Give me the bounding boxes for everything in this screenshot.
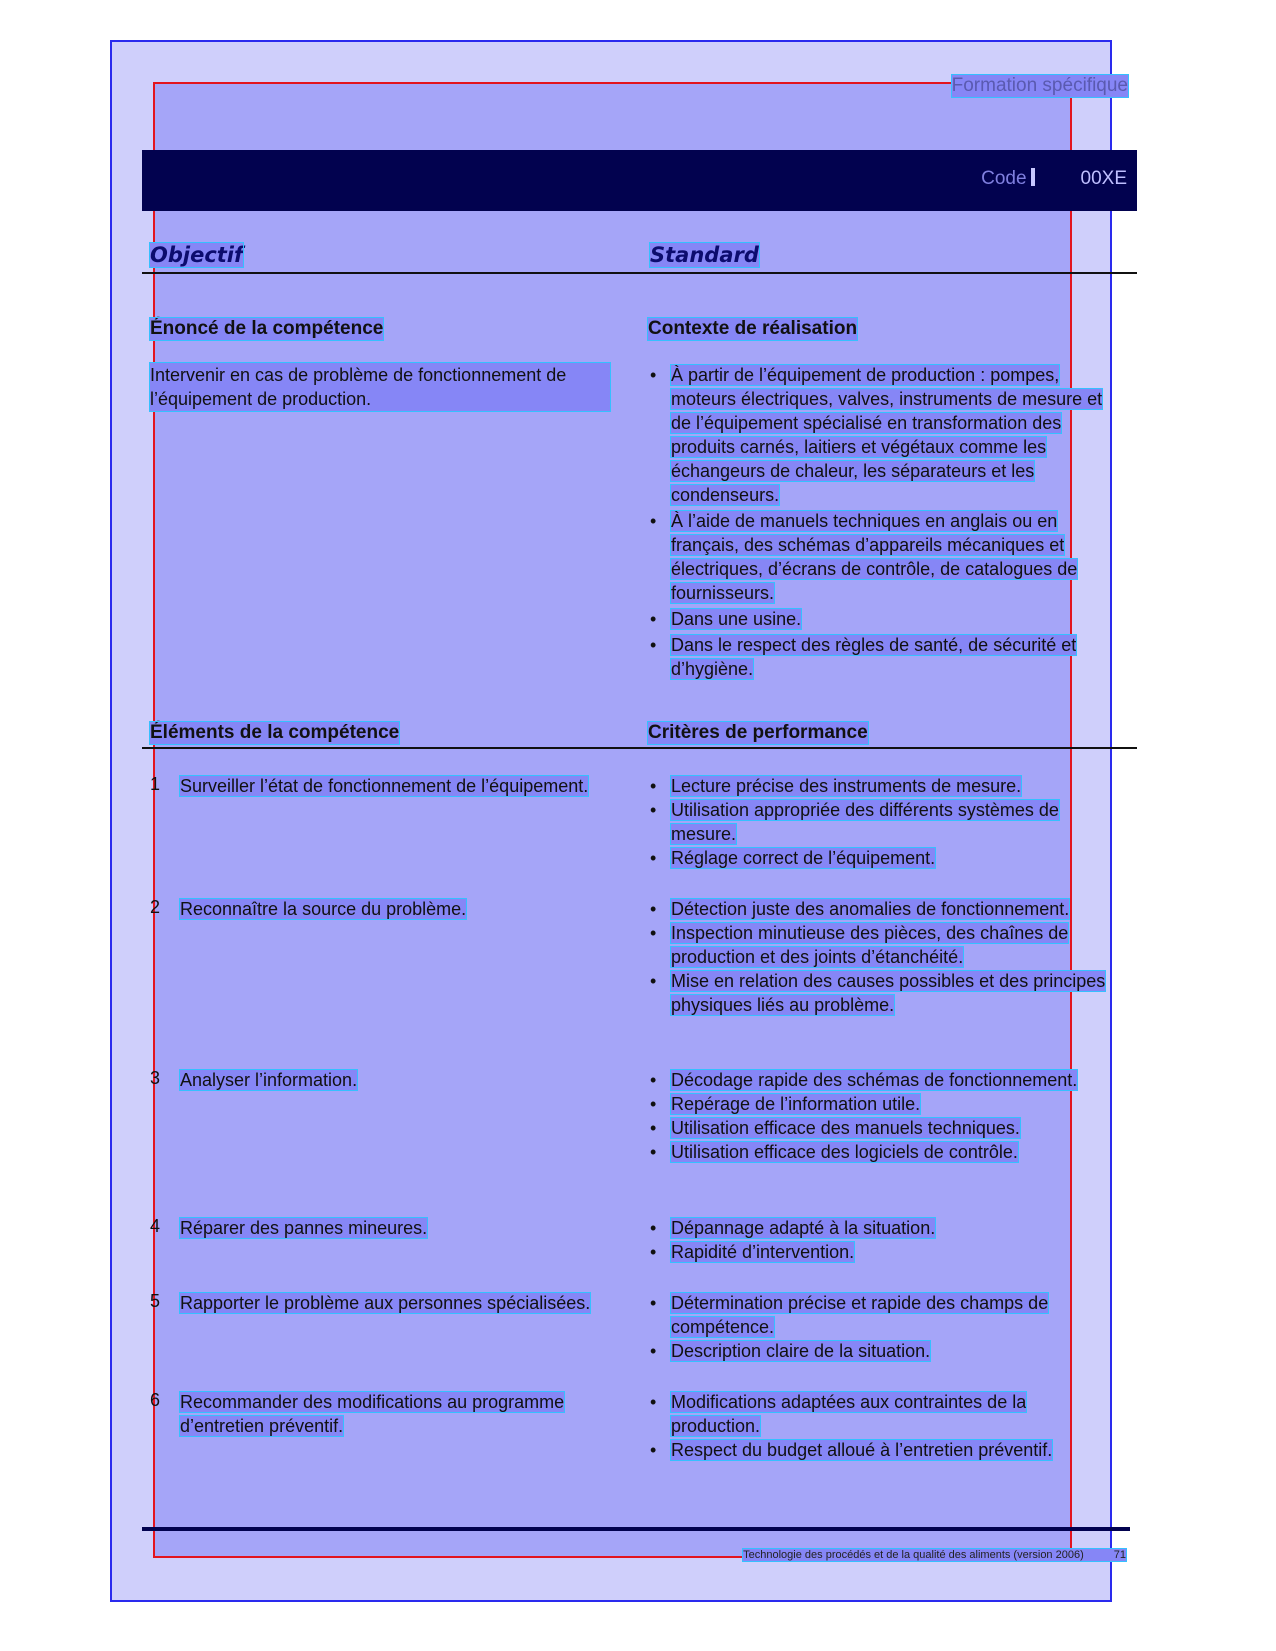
criteria-list [650, 1216, 1120, 1264]
footer-rule [142, 1527, 1130, 1531]
enonce-text: Intervenir en cas de problème de fonctionnement de l’équipement de production. [150, 363, 610, 411]
footer-title: Technologie des procédés et de la qualité des aliments (version 2006) [743, 1549, 1084, 1561]
criteria-list [650, 897, 1120, 1017]
element-text: Recommander des modifications au programme d’entretien préventif. [180, 1392, 565, 1436]
contexte-item: • À l’aide de manuels techniques en anglais ou en français, des schémas d’appareils mécaniques et électriques, d’écrans de contrôle, de catalogues de fournisseurs. [650, 509, 1120, 605]
criterion: • Respect du budget alloué à l’entretien préventif. [650, 1438, 1120, 1462]
criterion: • Réglage correct de l’équipement. [650, 846, 1120, 870]
element-number: 2 [150, 897, 161, 917]
contexte-title: Contexte de réalisation [648, 318, 858, 339]
code-label: Code [981, 168, 1027, 189]
criterion: • Description claire de la situation. [650, 1339, 1120, 1363]
heading-rule [142, 272, 1137, 274]
element-text: Reconnaître la source du problème. [180, 899, 467, 919]
criterion: • Inspection minutieuse des pièces, des chaînes de production et des joints d’étanchéité. [650, 921, 1120, 969]
element-text: Réparer des pannes mineures. [180, 1218, 428, 1238]
criterion: • Repérage de l’information utile. [650, 1092, 1120, 1116]
criterion: • Détection juste des anomalies de fonctionnement. [650, 897, 1120, 921]
criterion: • Utilisation appropriée des différents systèmes de mesure. [650, 798, 1120, 846]
footer [743, 1549, 1126, 1561]
element-text: Surveiller l’état de fonctionnement de l’équipement. [180, 776, 589, 796]
code-display [981, 168, 1127, 190]
criterion: • Dépannage adapté à la situation. [650, 1216, 1120, 1240]
program-type-label: Formation spécifique [951, 75, 1128, 96]
criterion: • Détermination précise et rapide des champs de compétence. [650, 1291, 1120, 1339]
page-number: 71 [1113, 1549, 1126, 1561]
enonce-title: Énoncé de la compétence [150, 318, 384, 339]
code-bar [142, 150, 1137, 211]
criterion: • Mise en relation des causes possibles et des principes physiques liés au problème. [650, 969, 1120, 1017]
criterion: • Rapidité d’intervention. [650, 1240, 1120, 1264]
criteria-list [650, 1390, 1120, 1462]
element-number: 5 [150, 1291, 161, 1311]
criteres-title: Critères de performance [648, 722, 868, 743]
element-text: Rapporter le problème aux personnes spécialisées. [180, 1293, 591, 1313]
element-text: Analyser l’information. [180, 1070, 358, 1090]
contexte-item: • Dans une usine. [650, 607, 1120, 631]
elements-rule [142, 747, 1137, 749]
code-separator [1031, 168, 1035, 186]
criterion: • Utilisation efficace des logiciels de contrôle. [650, 1140, 1120, 1164]
criteria-list [650, 1291, 1120, 1363]
element-number: 6 [150, 1390, 161, 1410]
criteria-list [650, 774, 1120, 870]
contexte-item: • Dans le respect des règles de santé, de sécurité et d’hygiène. [650, 633, 1120, 681]
standard-heading: Standard [650, 243, 759, 267]
contexte-item: • À partir de l’équipement de production : pompes, moteurs électriques, valves, instruments de mesure et de l’équipement spécialisé en transformation des produits carnés, laitiers et végétaux comme les échangeurs de chaleur, les séparateurs et les condenseurs. [650, 363, 1120, 507]
element-number: 3 [150, 1068, 161, 1088]
criterion: • Utilisation efficace des manuels techniques. [650, 1116, 1120, 1140]
objectif-heading: Objectif [150, 243, 244, 267]
criteria-list [650, 1068, 1120, 1164]
criterion: • Modifications adaptées aux contraintes de la production. [650, 1390, 1120, 1438]
criterion: • Lecture précise des instruments de mesure. [650, 774, 1120, 798]
element-number: 4 [150, 1216, 161, 1236]
element-number: 1 [150, 774, 161, 794]
criterion: • Décodage rapide des schémas de fonctionnement. [650, 1068, 1120, 1092]
elements-title: Éléments de la compétence [150, 722, 400, 743]
contexte-list [650, 363, 1120, 681]
code-value: 00XE [1080, 168, 1127, 189]
